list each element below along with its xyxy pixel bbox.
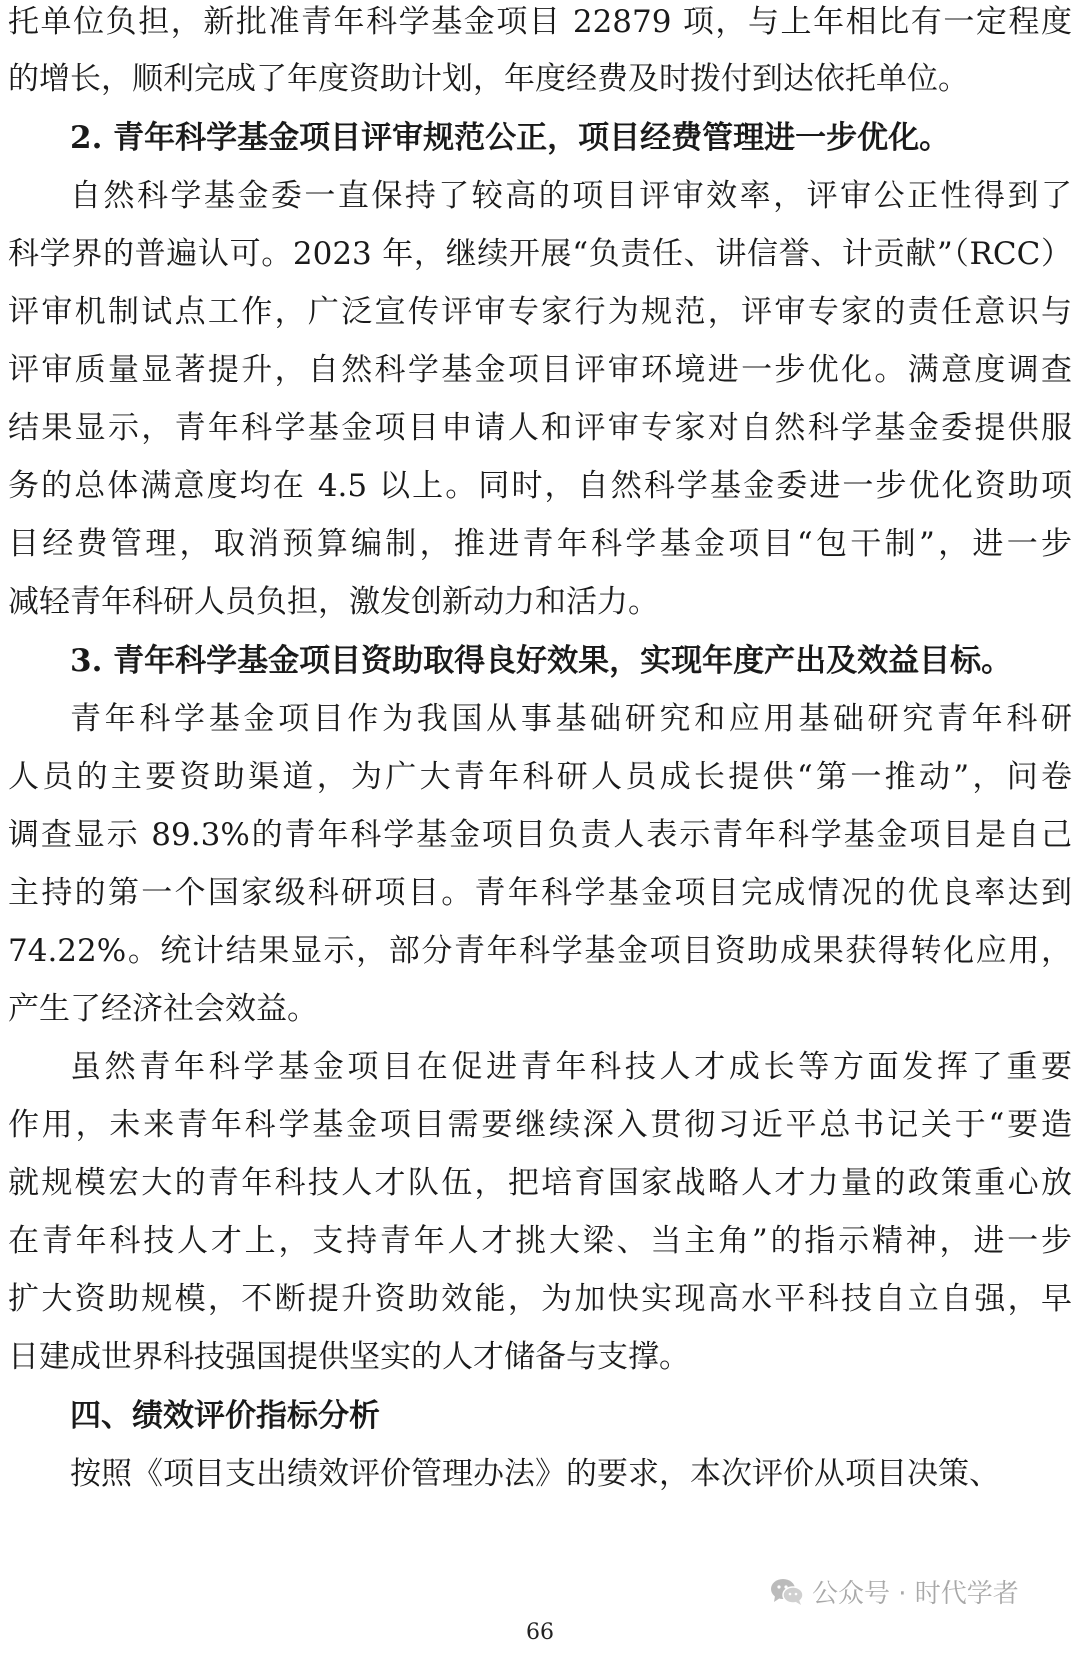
body-text-line: 作用，未来青年科学基金项目需要继续深入贯彻习近平总书记关于“要造	[8, 1107, 1072, 1143]
body-text-line: 评审机制试点工作，广泛宣传评审专家行为规范，评审专家的责任意识与	[8, 294, 1072, 330]
body-text-line: 74.22%。统计结果显示，部分青年科学基金项目资助成果获得转化应用，	[8, 933, 1072, 969]
watermark-text: 公众号 · 时代学者	[812, 1579, 1019, 1609]
body-text-line: 日建成世界科技强国提供坚实的人才储备与支撑。	[8, 1339, 690, 1375]
body-text-line: 扩大资助规模，不断提升资助效能，为加快实现高水平科技自立自强，早	[8, 1281, 1072, 1317]
body-text-line: 结果显示，青年科学基金项目申请人和评审专家对自然科学基金委提供服	[8, 410, 1072, 446]
body-text-line: 产生了经济社会效益。	[8, 991, 318, 1027]
section-heading-2: 2. 青年科学基金项目评审规范公正，项目经费管理进一步优化。	[70, 120, 951, 156]
body-text-line: 的增长，顺利完成了年度资助计划，年度经费及时拨付到达依托单位。	[8, 61, 969, 97]
body-text-line: 虽然青年科学基金项目在促进青年科技人才成长等方面发挥了重要	[70, 1049, 1072, 1085]
body-text-line: 减轻青年科研人员负担，激发创新动力和活力。	[8, 584, 659, 620]
body-text-line: 按照《项目支出绩效评价管理办法》的要求，本次评价从项目决策、	[70, 1456, 1000, 1492]
body-text-line: 人员的主要资助渠道，为广大青年科研人员成长提供“第一推动”，问卷	[8, 759, 1072, 795]
page-number: 66	[526, 1620, 554, 1645]
wechat-icon	[770, 1577, 804, 1607]
body-text-line: 调查显示 89.3%的青年科学基金项目负责人表示青年科学基金项目是自己	[8, 817, 1072, 853]
watermark	[770, 1573, 1019, 1610]
body-text-line: 在青年科技人才上，支持青年人才挑大梁、当主角”的指示精神，进一步	[8, 1223, 1072, 1259]
body-text-line: 科学界的普遍认可。2023 年，继续开展“负责任、讲信誉、计贡献”（RCC）	[8, 236, 1072, 272]
body-text-line: 目经费管理，取消预算编制，推进青年科学基金项目“包干制”，进一步	[8, 526, 1072, 562]
body-text-line: 托单位负担，新批准青年科学基金项目 22879 项，与上年相比有一定程度	[8, 4, 1072, 40]
body-text-line: 主持的第一个国家级科研项目。青年科学基金项目完成情况的优良率达到	[8, 875, 1072, 911]
body-text-line: 自然科学基金委一直保持了较高的项目评审效率，评审公正性得到了	[70, 178, 1072, 214]
body-text-line: 务的总体满意度均在 4.5 以上。同时，自然科学基金委进一步优化资助项	[8, 468, 1072, 504]
section-heading-4: 四、绩效评价指标分析	[70, 1398, 380, 1434]
body-text-line: 就规模宏大的青年科技人才队伍，把培育国家战略人才力量的政策重心放	[8, 1165, 1072, 1201]
section-heading-3: 3. 青年科学基金项目资助取得良好效果，实现年度产出及效益目标。	[70, 643, 1013, 679]
body-text-line: 评审质量显著提升，自然科学基金项目评审环境进一步优化。满意度调查	[8, 352, 1072, 388]
body-text-line: 青年科学基金项目作为我国从事基础研究和应用基础研究青年科研	[70, 701, 1072, 737]
